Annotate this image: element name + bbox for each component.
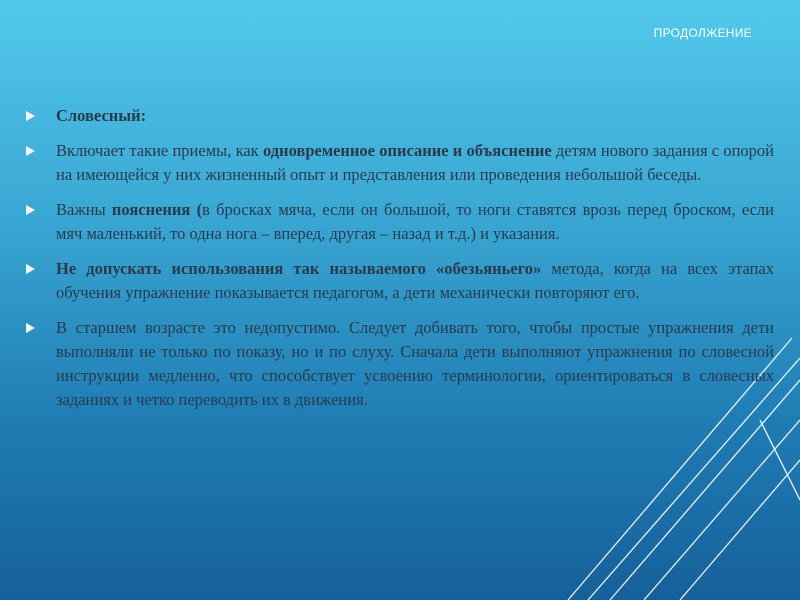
bullet-list: [26, 104, 774, 423]
bullet-text: метода, когда на всех этапах обучения упражнение показывается педагогом, а дети механически повторяют его.: [56, 259, 774, 302]
bullet-text: Словесный:: [56, 106, 147, 125]
bullet-item: [26, 139, 774, 187]
bullet-text: Важны: [56, 200, 112, 219]
bullet-text: детям нового задания с опорой на имеющейся у них жизненный опыт и представления или проведения небольшой беседы.: [56, 141, 774, 184]
bullet-arrow-icon: [26, 264, 35, 274]
bullet-arrow-icon: [26, 111, 35, 121]
bullet-text: Включает такие приемы, как: [56, 141, 263, 160]
bullet-text: В старшем возрасте это недопустимо. Следует добивать того, чтобы простые упражнения дети выполняли не только по показу, но и по слуху. Сначала дети выполняют упражнения по словесной инструкции медленно, что способствует усвоению терминологии, ориентироваться в словесных заданиях и четко переводить их в движения.: [56, 318, 774, 409]
bullet-item: [26, 198, 774, 246]
bullet-text-bold: Не допускать использования так называемого «обезьяньего»: [56, 259, 542, 278]
bullet-arrow-icon: [26, 146, 35, 156]
bullet-item: [26, 257, 774, 305]
bullet-item: [26, 104, 774, 128]
bullet-arrow-icon: [26, 205, 35, 215]
bullet-arrow-icon: [26, 323, 35, 333]
slide-title: ПРОДОЛЖЕНИЕ: [653, 26, 752, 40]
bullet-item: [26, 316, 774, 412]
bullet-text-bold: пояснения (: [111, 200, 203, 219]
bullet-text-bold: одновременное описание и объяснение: [262, 141, 552, 160]
bullet-text: в бросках мяча, если он большой, то ноги ставятся врозь перед броском, если мяч маленький, то одна нога – вперед, другая – назад и т.д.) и указания.: [56, 200, 774, 243]
